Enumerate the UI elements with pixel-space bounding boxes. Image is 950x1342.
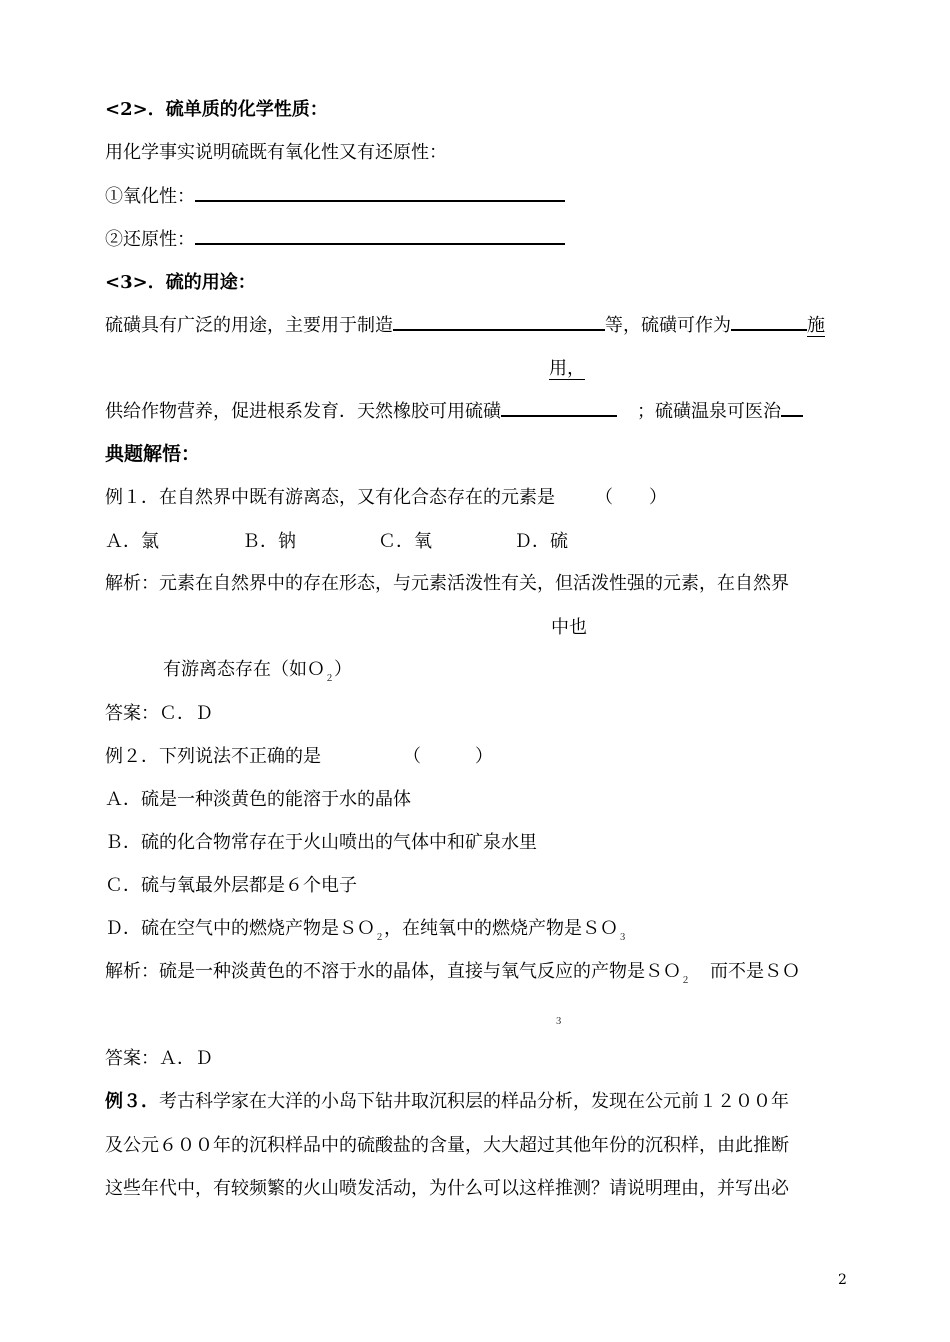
example-3-label: 例３． [105, 1091, 159, 1112]
uses-line-2-text-2: ；硫磺温泉可医治 [637, 401, 781, 422]
example-2-option-c: Ｃ．硫与氧最外层都是６个电子 [105, 875, 357, 896]
section-3-title: <3>．硫的用途： [105, 272, 256, 293]
uses-line-2 [105, 400, 803, 424]
example-1-answer-paren: （ ） [595, 487, 667, 508]
oxidizing-answer-blank[interactable] [195, 200, 565, 202]
uses-text-1: 硫磺具有广泛的用途，主要用于制造 [105, 315, 393, 336]
example-1-option-b: Ｂ．钠 [242, 531, 296, 552]
example-2-analysis-subscript: ３ [554, 1017, 564, 1027]
uses-line-1 [105, 314, 825, 338]
example-3-line-2: 及公元６００年的沉积样品中的硫酸盐的含量，大大超过其他年份的沉积样，由此推断 [105, 1135, 789, 1156]
example-2-option-a: Ａ．硫是一种淡黄色的能溶于水的晶体 [105, 789, 411, 810]
example-1-option-a: Ａ．氯 [105, 531, 159, 552]
reducing-label: ②还原性： [105, 229, 195, 250]
uses-manufacture-blank[interactable] [393, 329, 605, 331]
example-2-answer-paren: （ ） [403, 746, 493, 767]
example-2-option-b: Ｂ．硫的化合物常存在于火山喷出的气体中和矿泉水里 [105, 832, 537, 853]
reducing-line [105, 228, 565, 252]
section-2-title: <2>．硫单质的化学性质： [105, 99, 328, 120]
example-1-option-c: Ｃ．氧 [378, 531, 432, 552]
example-2-line [105, 745, 493, 769]
uses-fertilizer-blank[interactable] [731, 329, 807, 331]
oxidizing-line [105, 185, 565, 209]
example-1-analysis-line-2: 有游离态存在（如Ｏ$_2$） [163, 659, 353, 684]
page-number: 2 [838, 1272, 847, 1288]
uses-text-2: 等，硫磺可作为 [605, 315, 731, 336]
hot-spring-blank[interactable] [781, 415, 803, 417]
example-1-line [105, 486, 667, 510]
example-1-question: 例１．在自然界中既有游离态，又有化合态存在的元素是 [105, 487, 555, 508]
example-2-answer: 答案：Ａ．Ｄ [105, 1048, 213, 1069]
example-1-analysis-cont: 中也 [551, 617, 587, 638]
uses-text-4: 用， [549, 358, 585, 379]
reducing-answer-blank[interactable] [195, 243, 565, 245]
rubber-blank[interactable] [501, 415, 617, 417]
uses-text-3: 施 [807, 315, 825, 336]
example-3-line-3: 这些年代中，有较频繁的火山喷发活动，为什么可以这样推测？请说明理由，并写出必 [105, 1178, 789, 1199]
example-1-answer: 答案：Ｃ．Ｄ [105, 703, 213, 724]
example-2-question: 例２．下列说法不正确的是 [105, 746, 321, 767]
example-2-option-d: Ｄ．硫在空气中的燃烧产物是ＳＯ$_2$，在纯氧中的燃烧产物是ＳＯ$_3$ [105, 918, 628, 943]
section-2-prompt: 用化学事实说明硫既有氧化性又有还原性： [105, 142, 447, 163]
examples-heading: 典题解悟： [105, 443, 201, 465]
example-2-analysis: 解析：硫是一种淡黄色的不溶于水的晶体，直接与氧气反应的产物是ＳＯ$_2$ 而不是ＳＯ [105, 961, 801, 986]
example-1-option-d: Ｄ．硫 [514, 531, 568, 552]
oxidizing-label: ①氧化性： [105, 186, 195, 207]
example-3-line-1: 例３．考古科学家在大洋的小岛下钻井取沉积层的样品分析，发现在公元前１２００年 [105, 1091, 789, 1112]
example-1-analysis: 解析：元素在自然界中的存在形态，与元素活泼性有关，但活泼性强的元素，在自然界 [105, 573, 789, 594]
uses-line-2-text-1: 供给作物营养，促进根系发育．天然橡胶可用硫磺 [105, 401, 501, 422]
